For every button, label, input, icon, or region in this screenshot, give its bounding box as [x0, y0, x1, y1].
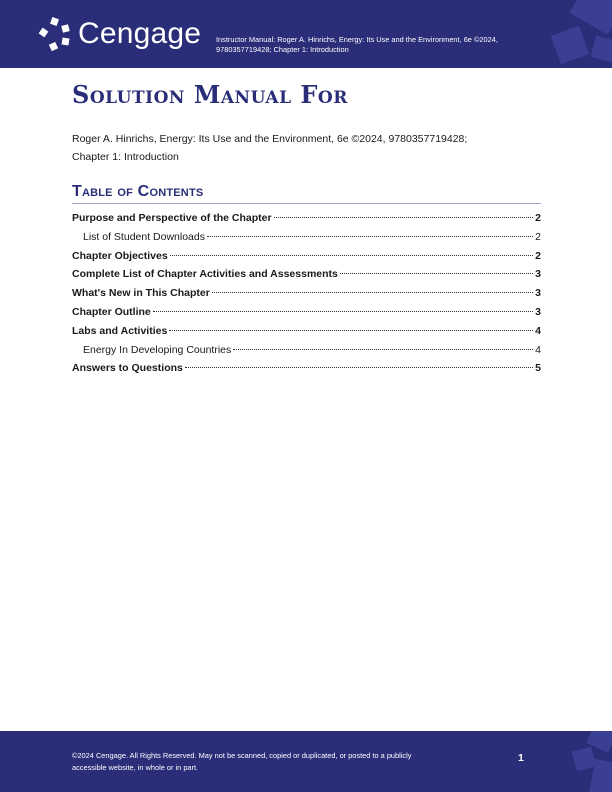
toc-entry-page: 2 — [535, 212, 541, 224]
toc-dot-leader — [212, 292, 533, 293]
footer-copyright: ©2024 Cengage. All Rights Reserved. May not be scanned, copied or duplicated, or posted to a publicly accessible website, in whole or in part. — [72, 751, 412, 772]
toc-entry-page: 2 — [535, 230, 541, 243]
toc-entry-developing-countries[interactable] — [72, 344, 541, 363]
header-document-info: Instructor Manual: Roger A. Hinrichs, Energy: Its Use and the Environment, 6e ©2024, 9780357719428; Chapter 1: Introduction — [216, 35, 498, 54]
toc-dot-leader — [170, 255, 533, 256]
cengage-logo — [38, 16, 201, 52]
subtitle-line-1: Roger A. Hinrichs, Energy: Its Use and the Environment, 6e ©2024, 9780357719428; — [72, 133, 468, 145]
toc-dot-leader — [185, 367, 533, 368]
toc-entry-objectives[interactable] — [72, 250, 541, 269]
toc-dot-leader — [340, 273, 533, 274]
toc-entry-student-downloads[interactable] — [72, 231, 541, 250]
toc-entry-label: Complete List of Chapter Activities and Assessments — [72, 268, 338, 281]
subtitle-line-2: Chapter 1: Introduction — [72, 151, 179, 163]
header-decoration-shapes — [545, 0, 612, 68]
toc-entry-purpose[interactable] — [72, 212, 541, 231]
toc-dot-leader — [207, 236, 533, 237]
toc-entry-page: 2 — [535, 249, 541, 262]
toc-dot-leader — [274, 217, 534, 218]
toc-entry-page: 3 — [535, 305, 541, 318]
toc-entry-page: 3 — [535, 268, 541, 281]
toc-entry-label: What's New in This Chapter — [72, 287, 210, 300]
toc-entry-answers[interactable] — [72, 362, 541, 381]
toc-entry-label: Labs and Activities — [72, 324, 168, 337]
toc-dot-leader — [153, 311, 533, 312]
toc-entry-page: 3 — [535, 287, 541, 300]
table-of-contents — [72, 212, 541, 381]
logo-wordmark: Cengage — [78, 17, 202, 50]
toc-entry-label: Chapter Outline — [72, 305, 151, 318]
toc-entry-label: Answers to Questions — [72, 362, 183, 375]
toc-entry-labs-activities[interactable] — [72, 325, 541, 344]
document-subtitle — [72, 130, 467, 166]
toc-entry-whats-new[interactable] — [72, 287, 541, 306]
page-header — [0, 0, 612, 68]
document-title: Solution Manual For — [72, 80, 348, 109]
toc-entry-label: List of Student Downloads — [83, 230, 205, 243]
cengage-logo-icon — [38, 16, 72, 52]
toc-entry-page: 4 — [535, 343, 541, 356]
toc-entry-page: 4 — [535, 324, 541, 337]
page-number: 1 — [518, 752, 524, 764]
toc-entry-page: 5 — [535, 362, 541, 375]
toc-dot-leader — [169, 330, 533, 331]
toc-heading: Table of Contents — [72, 183, 541, 204]
toc-entry-chapter-outline[interactable] — [72, 306, 541, 325]
page-footer — [0, 731, 612, 792]
toc-entry-activities-assessments[interactable] — [72, 268, 541, 287]
toc-entry-label: Purpose and Perspective of the Chapter — [72, 212, 272, 224]
toc-entry-label: Chapter Objectives — [72, 249, 168, 262]
toc-entry-label: Energy In Developing Countries — [83, 343, 232, 356]
footer-decoration-shapes — [560, 731, 612, 792]
toc-dot-leader — [233, 349, 533, 350]
